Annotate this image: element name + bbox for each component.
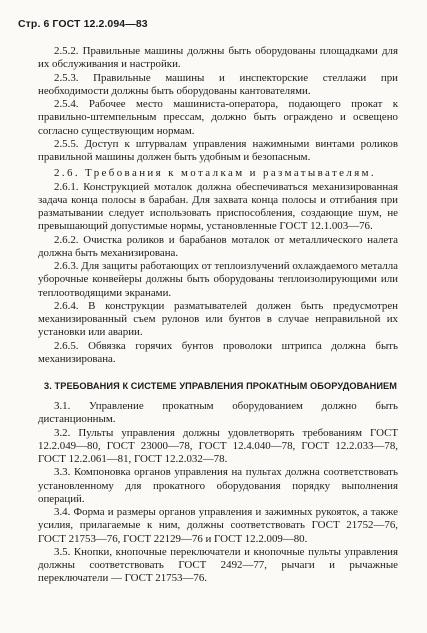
paragraph-3-1: 3.1. Управление прокатным оборудованием должно быть дистанционным. xyxy=(38,400,398,426)
paragraph-2-6-4: 2.6.4. В конструкции разматывателей должен быть предусмотрен механизированный съем рулонов или бунтов в случае неправильной их установки или аварии. xyxy=(38,299,398,339)
heading-2-6: 2.6. Требования к моталкам и разматывателям. xyxy=(54,167,377,180)
paragraph-3-4: 3.4. Форма и размеры органов управления и зажимных рукояток, а также усилия, прилагаемые к ним, должны соответствовать ГОСТ 21752—76, ГОСТ 21753—76, ГОСТ 22129—76 и ГОСТ 12.2.009—80. xyxy=(38,506,398,545)
paragraph-2-5-5: 2.5.5. Доступ к штурвалам управления нажимными винтами роликов правильной машины должен быть удобным и безопасным. xyxy=(38,137,398,163)
running-head: Стр. 6 ГОСТ 12.2.094—83 xyxy=(18,18,148,30)
paragraph-3-3: 3.3. Компоновка органов управления на пультах должна соответствовать установленному для прокатного оборудования порядку выполнения операций. xyxy=(38,466,398,505)
paragraph-2-6-5: 2.6.5. Обвязка горячих бунтов проволоки штрипса должна быть механизирована. xyxy=(38,339,398,365)
paragraph-2-5-4: 2.5.4. Рабочее место машиниста-оператора, подающего прокат к правильно-штемпельным прессам, должно быть ограждено и освещено согласно существующим нормам. xyxy=(38,98,398,137)
paragraph-2-6-3: 2.6.3. Для защиты работающих от теплоизлучений охлаждаемого металла уборочные конвейеры должны быть оборудованы теплоизолирующими или теплоотводящими экранами. xyxy=(38,260,398,299)
paragraph-2-6-2: 2.6.2. Очистка роликов и барабанов моталок от металлического налета должна быть механизирована. xyxy=(38,233,398,259)
paragraph-3-2: 3.2. Пульты управления должны удовлетворять требованиям ГОСТ 12.2.049—80, ГОСТ 23000—78, ГОСТ 12.4.040—78, ГОСТ 12.2.033—78, ГОСТ 12.2.061—81, ГОСТ 12.2.032—78. xyxy=(38,426,398,465)
paragraph-2-5-3: 2.5.3. Правильные машины и инспекторские стеллажи при необходимости должны быть оборудованы кантователями. xyxy=(38,71,398,97)
paragraph-2-5-2: 2.5.2. Правильные машины должны быть оборудованы площадками для их обслуживания и настройки. xyxy=(38,45,398,71)
section-3-title: 3. ТРЕБОВАНИЯ К СИСТЕМЕ УПРАВЛЕНИЯ ПРОКАТНЫМ ОБОРУДОВАНИЕМ xyxy=(44,381,398,391)
paragraph-3-5: 3.5. Кнопки, кнопочные переключатели и кнопочные пульты управления должны соответствовать ГОСТ 2492—77, рычаги и рычажные переключатели — ГОСТ 21753—76. xyxy=(38,545,398,585)
paragraph-2-6-1: 2.6.1. Конструкцией моталок должна обеспечиваться механизированная задача конца полосы в барабан. Для захвата конца полосы и отгибания при разматывании следует использовать приспособления, создающие шум, не превышающий допустимые нормы, установленные ГОСТ 12.1.003—76. xyxy=(38,180,398,233)
page-body xyxy=(38,45,398,586)
